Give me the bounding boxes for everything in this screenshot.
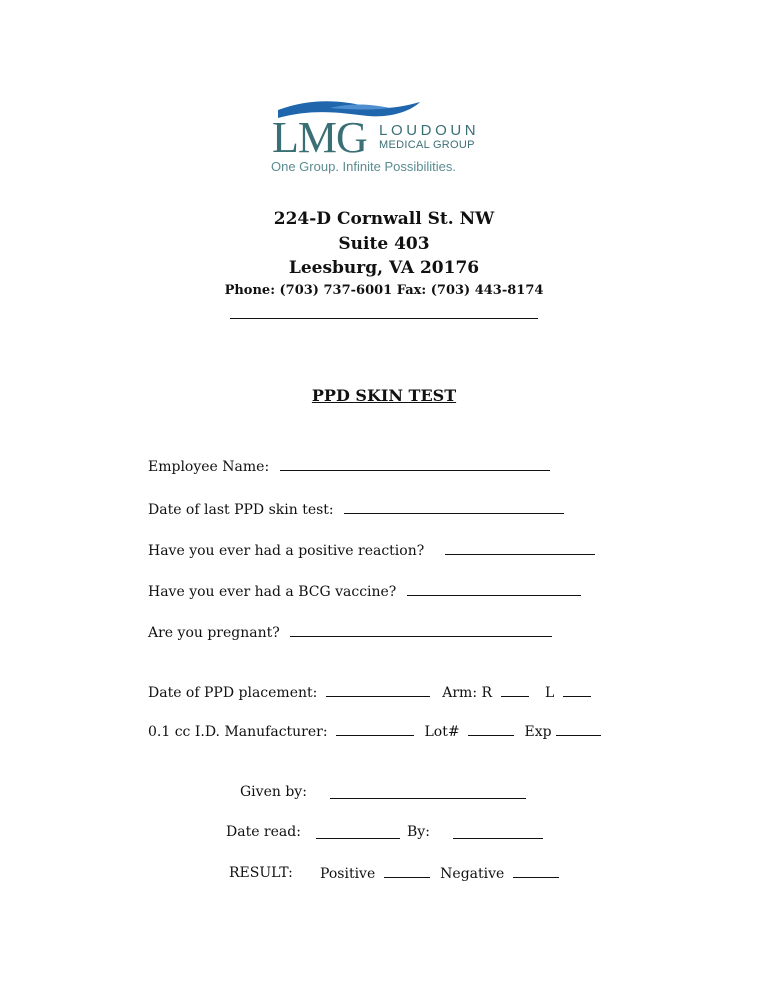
positive-reaction-field[interactable]	[445, 541, 595, 555]
pregnant-field[interactable]	[290, 623, 552, 637]
arm-left-label: L	[544, 685, 555, 701]
logo-letters: LMG	[272, 113, 367, 162]
header-divider	[230, 318, 538, 319]
placement-row	[148, 683, 591, 702]
lot-label: Lot#	[424, 724, 460, 740]
positive-reaction-label: Have you ever had a positive reaction?	[148, 543, 425, 559]
address-street: 224-D Cornwall St. NW	[273, 209, 495, 229]
given-by-label: Given by:	[240, 784, 307, 800]
arm-left-field[interactable]	[563, 683, 591, 697]
pregnant-label: Are you pregnant?	[148, 625, 280, 641]
arm-right-field[interactable]	[501, 683, 529, 697]
by-label: By:	[407, 824, 430, 840]
exp-field[interactable]	[556, 722, 601, 736]
last-test-row	[148, 500, 564, 519]
last-test-label: Date of last PPD skin test:	[148, 502, 334, 518]
result-positive-label: Positive	[320, 866, 376, 882]
company-logo	[270, 96, 500, 178]
given-by-field[interactable]	[330, 798, 526, 799]
pregnant-row	[148, 623, 552, 642]
date-read-label: Date read:	[226, 824, 301, 840]
manufacturer-field[interactable]	[336, 722, 414, 736]
bcg-vaccine-label: Have you ever had a BCG vaccine?	[148, 584, 397, 600]
last-test-field[interactable]	[344, 500, 564, 514]
lot-field[interactable]	[468, 722, 514, 736]
logo-tagline: One Group. Infinite Possibilities.	[271, 159, 456, 174]
employee-name-label: Employee Name:	[148, 459, 270, 475]
manufacturer-label: 0.1 cc I.D. Manufacturer:	[148, 724, 328, 740]
result-options	[320, 864, 559, 883]
date-read-field[interactable]	[316, 838, 400, 839]
result-negative-field[interactable]	[513, 864, 559, 878]
result-label: RESULT:	[229, 865, 293, 881]
exp-label: Exp	[524, 724, 552, 740]
placement-date-field[interactable]	[326, 683, 430, 697]
read-by-field[interactable]	[453, 838, 543, 839]
manufacturer-row	[148, 722, 601, 741]
arm-right-label: Arm: R	[442, 685, 493, 701]
placement-date-label: Date of PPD placement:	[148, 685, 318, 701]
positive-reaction-row	[148, 541, 595, 560]
address-city: Leesburg, VA 20176	[288, 258, 480, 278]
employee-name-field[interactable]	[280, 457, 550, 471]
form-title: PPD SKIN TEST	[311, 386, 457, 405]
address-suite: Suite 403	[338, 234, 430, 254]
result-negative-label: Negative	[440, 866, 505, 882]
result-positive-field[interactable]	[384, 864, 430, 878]
employee-name-row	[148, 457, 550, 476]
bcg-vaccine-row	[148, 582, 581, 601]
address-contact: Phone: (703) 737-6001 Fax: (703) 443-8174	[224, 283, 544, 298]
logo-name-top: LOUDOUN	[379, 122, 480, 139]
logo-name-bottom: MEDICAL GROUP	[379, 139, 475, 151]
bcg-vaccine-field[interactable]	[407, 582, 581, 596]
